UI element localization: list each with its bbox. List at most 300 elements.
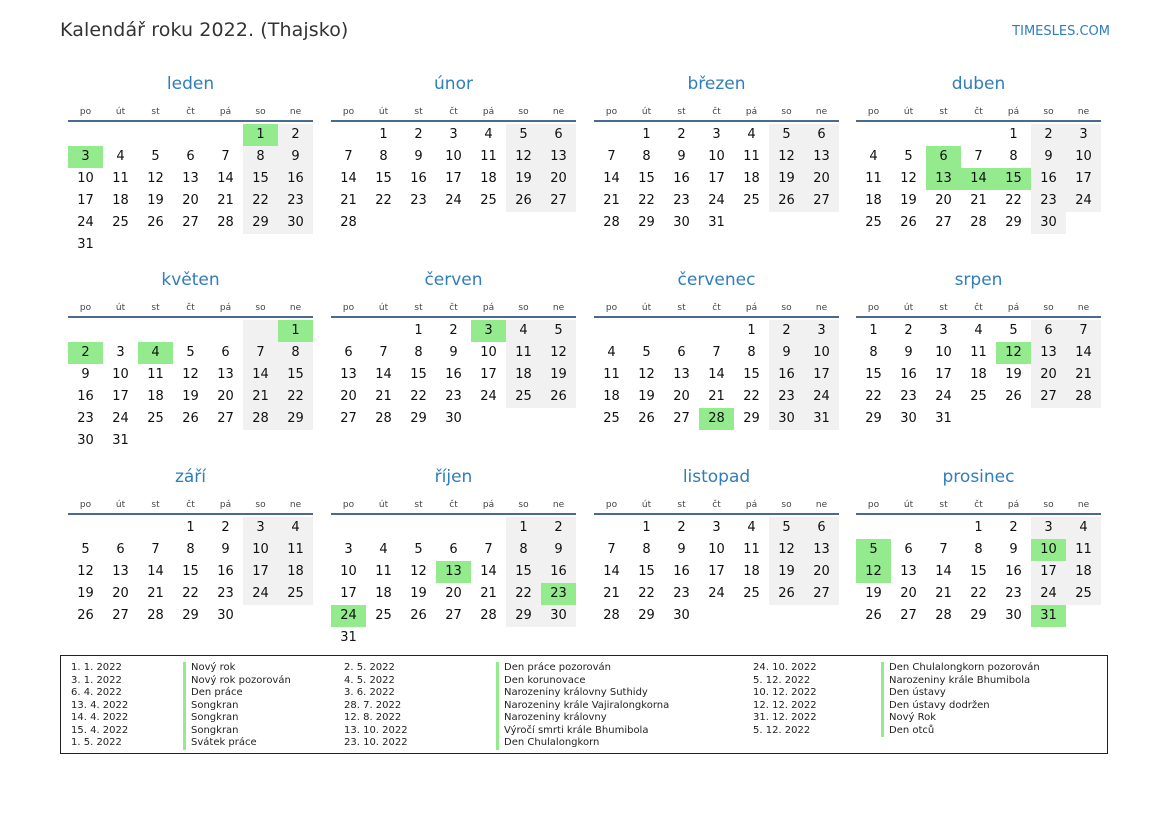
day-cell: 2 <box>449 323 458 338</box>
legend-date: 10. 12. 2022 <box>753 687 817 698</box>
day-cell: 28 <box>147 608 164 623</box>
holiday-day: 5 <box>856 539 891 561</box>
day-cell: 20 <box>182 193 199 208</box>
day-cell: 8 <box>642 149 651 164</box>
day-cell: 12 <box>638 367 655 382</box>
holiday-day: 28 <box>699 408 734 430</box>
day-cell: 8 <box>186 542 195 557</box>
weekday-label: so <box>1043 500 1054 510</box>
empty-cell <box>629 320 664 342</box>
day-cell: 25 <box>1066 583 1101 605</box>
day-cell: 9 <box>449 345 458 360</box>
day-cell: 16 <box>900 367 917 382</box>
day-cell: 17 <box>445 171 462 186</box>
day-cell: 17 <box>243 561 278 583</box>
day-grid <box>594 320 839 430</box>
day-cell: 13 <box>112 564 129 579</box>
legend-date: 24. 10. 2022 <box>753 662 817 673</box>
day-cell: 30 <box>673 215 690 230</box>
weekday-label: so <box>1043 303 1054 313</box>
day-cell: 1 <box>747 323 756 338</box>
weekday-label: po <box>79 500 92 510</box>
day-cell: 9 <box>769 342 804 364</box>
month-srpen <box>856 269 1101 430</box>
day-cell: 26 <box>541 386 576 408</box>
empty-cell <box>173 320 208 342</box>
legend-holiday-name: Nový rok <box>183 662 291 675</box>
day-cell: 23 <box>673 586 690 601</box>
weekday-header <box>856 492 1101 515</box>
day-grid <box>68 517 313 627</box>
day-cell: 30 <box>900 411 917 426</box>
month-prosinec <box>856 466 1101 627</box>
day-cell: 5 <box>1009 323 1018 338</box>
day-cell: 14 <box>375 367 392 382</box>
day-cell: 27 <box>804 583 839 605</box>
weekday-header <box>594 295 839 318</box>
day-cell: 3 <box>712 127 721 142</box>
day-cell: 27 <box>112 608 129 623</box>
holiday-day: 6 <box>926 146 961 168</box>
day-cell: 24 <box>935 389 952 404</box>
weekday-label: so <box>255 107 266 117</box>
day-cell: 25 <box>865 215 882 230</box>
holiday-day: 3 <box>471 320 506 342</box>
weekday-label: út <box>378 303 389 313</box>
legend-holiday-name: Nový rok pozorován <box>183 675 291 688</box>
day-cell: 14 <box>217 171 234 186</box>
day-cell: 17 <box>804 364 839 386</box>
day-cell: 13 <box>1031 342 1066 364</box>
day-cell: 16 <box>445 367 462 382</box>
day-cell: 6 <box>904 542 913 557</box>
day-cell: 12 <box>769 146 804 168</box>
day-cell: 18 <box>278 561 313 583</box>
day-cell: 7 <box>607 542 616 557</box>
weekday-label: po <box>79 303 92 313</box>
weekday-label: út <box>115 303 126 313</box>
day-cell: 15 <box>638 564 655 579</box>
weekday-label: pá <box>482 303 495 313</box>
legend-date: 1. 5. 2022 <box>71 737 122 748</box>
day-cell: 16 <box>217 564 234 579</box>
day-cell: 30 <box>278 212 313 234</box>
day-cell: 26 <box>1005 389 1022 404</box>
day-cell: 1 <box>506 517 541 539</box>
weekday-label: čt <box>974 303 983 313</box>
day-cell: 16 <box>1005 564 1022 579</box>
weekday-label: so <box>781 500 792 510</box>
day-cell: 22 <box>638 193 655 208</box>
month-leden <box>68 73 313 256</box>
weekday-label: pá <box>1007 500 1020 510</box>
legend-holiday-name: Den otců <box>881 725 1040 738</box>
day-cell: 22 <box>865 389 882 404</box>
day-cell: 15 <box>638 171 655 186</box>
weekday-label: pá <box>219 303 232 313</box>
day-cell: 8 <box>1009 149 1018 164</box>
day-cell: 6 <box>116 542 125 557</box>
day-cell: 22 <box>243 190 278 212</box>
empty-cell <box>891 124 926 146</box>
day-cell: 16 <box>769 364 804 386</box>
day-cell: 6 <box>804 124 839 146</box>
day-cell: 20 <box>804 168 839 190</box>
day-cell: 19 <box>769 168 804 190</box>
day-cell: 17 <box>112 389 129 404</box>
weekday-label: po <box>605 107 618 117</box>
day-cell: 21 <box>708 389 725 404</box>
day-cell: 5 <box>642 345 651 360</box>
day-grid <box>68 124 313 256</box>
day-cell: 15 <box>410 367 427 382</box>
weekday-label: so <box>518 303 529 313</box>
holiday-day: 13 <box>436 561 471 583</box>
weekday-label: út <box>115 107 126 117</box>
day-cell: 20 <box>541 168 576 190</box>
weekday-header <box>331 99 576 122</box>
day-cell: 8 <box>747 345 756 360</box>
day-cell: 19 <box>900 193 917 208</box>
day-grid <box>68 320 313 452</box>
day-cell: 26 <box>769 190 804 212</box>
day-cell: 1 <box>974 520 983 535</box>
day-cell: 17 <box>1031 561 1066 583</box>
month-name: leden <box>166 74 215 94</box>
day-cell: 31 <box>340 630 357 645</box>
day-cell: 21 <box>340 193 357 208</box>
day-cell: 16 <box>410 171 427 186</box>
day-cell: 30 <box>1031 212 1066 234</box>
day-cell: 28 <box>935 608 952 623</box>
day-cell: 6 <box>186 149 195 164</box>
legend-date: 6. 4. 2022 <box>71 687 122 698</box>
month-listopad <box>594 466 839 627</box>
day-cell: 4 <box>116 149 125 164</box>
empty-cell <box>699 320 734 342</box>
day-cell: 27 <box>900 608 917 623</box>
day-cell: 29 <box>506 605 541 627</box>
legend-holiday-name: Narozeniny královny Suthidy <box>496 687 669 700</box>
day-cell: 27 <box>804 190 839 212</box>
day-cell: 13 <box>182 171 199 186</box>
day-cell: 9 <box>414 149 423 164</box>
weekday-header <box>68 492 313 515</box>
weekday-label: po <box>342 107 355 117</box>
day-cell: 31 <box>112 433 129 448</box>
day-cell: 21 <box>603 586 620 601</box>
day-cell: 21 <box>217 193 234 208</box>
day-cell: 30 <box>673 608 690 623</box>
day-cell: 19 <box>541 364 576 386</box>
day-cell: 13 <box>804 146 839 168</box>
legend-date: 14. 4. 2022 <box>71 712 129 723</box>
day-cell: 9 <box>677 542 686 557</box>
day-cell: 4 <box>607 345 616 360</box>
day-cell: 20 <box>112 586 129 601</box>
day-cell: 19 <box>769 561 804 583</box>
day-cell: 19 <box>506 168 541 190</box>
legend-holiday-name: Den Chulalongkorn pozorován <box>881 662 1040 675</box>
day-cell: 10 <box>708 542 725 557</box>
month-name: srpen <box>954 270 1003 290</box>
day-cell: 26 <box>506 190 541 212</box>
day-cell: 13 <box>673 367 690 382</box>
day-cell: 10 <box>708 149 725 164</box>
day-cell: 7 <box>344 149 353 164</box>
day-cell: 24 <box>77 215 94 230</box>
legend-date: 5. 12. 2022 <box>753 724 811 736</box>
empty-cell <box>103 320 138 342</box>
day-cell: 26 <box>865 608 882 623</box>
empty-cell <box>926 517 961 539</box>
weekday-label: čt <box>712 107 721 117</box>
site-link[interactable]: TIMESLES.COM <box>1012 24 1110 39</box>
legend-holiday-name: Narozeniny krále Bhumibola <box>881 675 1040 688</box>
day-cell: 16 <box>673 564 690 579</box>
day-cell: 12 <box>506 146 541 168</box>
weekday-header <box>68 295 313 318</box>
day-cell: 22 <box>375 193 392 208</box>
weekday-label: so <box>518 500 529 510</box>
weekday-label: so <box>518 107 529 117</box>
day-cell: 21 <box>147 586 164 601</box>
month-name: červen <box>424 270 483 290</box>
weekday-label: ne <box>552 107 565 117</box>
day-cell: 7 <box>221 149 230 164</box>
day-cell: 18 <box>112 193 129 208</box>
day-cell: 13 <box>900 564 917 579</box>
day-cell: 14 <box>708 367 725 382</box>
weekday-label: čt <box>186 303 195 313</box>
day-cell: 3 <box>1031 517 1066 539</box>
day-cell: 12 <box>410 564 427 579</box>
day-cell: 25 <box>743 586 760 601</box>
day-cell: 28 <box>603 608 620 623</box>
day-cell: 23 <box>900 389 917 404</box>
day-cell: 30 <box>541 605 576 627</box>
day-cell: 14 <box>243 364 278 386</box>
empty-cell <box>331 124 366 146</box>
day-cell: 11 <box>865 171 882 186</box>
weekday-label: út <box>903 500 914 510</box>
day-cell: 10 <box>77 171 94 186</box>
day-cell: 22 <box>638 586 655 601</box>
day-cell: 2 <box>677 127 686 142</box>
day-cell: 14 <box>147 564 164 579</box>
day-cell: 23 <box>1005 586 1022 601</box>
weekday-label: po <box>867 303 880 313</box>
weekday-label: čt <box>186 107 195 117</box>
day-cell: 23 <box>278 190 313 212</box>
day-cell: 18 <box>743 171 760 186</box>
weekday-label: po <box>79 107 92 117</box>
weekday-header <box>594 492 839 515</box>
month-únor <box>331 73 576 234</box>
empty-cell <box>594 517 629 539</box>
day-cell: 29 <box>243 212 278 234</box>
day-cell: 3 <box>449 127 458 142</box>
legend-holiday-name: Songkran <box>183 712 291 725</box>
holiday-day: 4 <box>138 342 173 364</box>
day-cell: 26 <box>182 411 199 426</box>
day-cell: 19 <box>182 389 199 404</box>
empty-cell <box>68 124 103 146</box>
day-cell: 23 <box>77 411 94 426</box>
holiday-day: 1 <box>243 124 278 146</box>
day-cell: 4 <box>869 149 878 164</box>
day-cell: 5 <box>541 320 576 342</box>
day-cell: 10 <box>445 149 462 164</box>
legend-date: 3. 6. 2022 <box>344 687 395 698</box>
day-cell: 16 <box>673 171 690 186</box>
legend-date: 3. 1. 2022 <box>71 674 122 686</box>
day-cell: 4 <box>484 127 493 142</box>
empty-cell <box>138 517 173 539</box>
day-cell: 24 <box>708 193 725 208</box>
day-cell: 30 <box>769 408 804 430</box>
day-cell: 27 <box>935 215 952 230</box>
day-cell: 17 <box>935 367 952 382</box>
day-cell: 17 <box>1066 168 1101 190</box>
legend-date: 28. 7. 2022 <box>344 699 402 711</box>
weekday-label: ne <box>815 107 828 117</box>
holiday-day: 1 <box>278 320 313 342</box>
day-cell: 14 <box>603 564 620 579</box>
day-cell: 16 <box>541 561 576 583</box>
weekday-label: ne <box>552 303 565 313</box>
day-cell: 26 <box>77 608 94 623</box>
empty-cell <box>664 320 699 342</box>
day-cell: 29 <box>182 608 199 623</box>
day-cell: 2 <box>414 127 423 142</box>
empty-cell <box>331 320 366 342</box>
empty-cell <box>471 517 506 539</box>
legend-date: 4. 5. 2022 <box>344 674 395 686</box>
day-cell: 31 <box>804 408 839 430</box>
legend-holiday-name: Den Chulalongkorn <box>496 737 669 750</box>
weekday-label: st <box>414 107 423 117</box>
day-cell: 28 <box>375 411 392 426</box>
day-cell: 3 <box>344 542 353 557</box>
weekday-label: pá <box>219 500 232 510</box>
day-cell: 16 <box>1031 168 1066 190</box>
day-cell: 7 <box>484 542 493 557</box>
holiday-day: 3 <box>68 146 103 168</box>
weekday-label: pá <box>745 107 758 117</box>
day-cell: 10 <box>480 345 497 360</box>
day-cell: 17 <box>480 367 497 382</box>
day-cell: 18 <box>375 586 392 601</box>
day-cell: 1 <box>642 520 651 535</box>
day-cell: 19 <box>147 193 164 208</box>
weekday-label: ne <box>1077 107 1090 117</box>
day-cell: 6 <box>221 345 230 360</box>
day-cell: 4 <box>278 517 313 539</box>
weekday-label: út <box>903 107 914 117</box>
month-name: září <box>174 467 207 487</box>
day-cell: 22 <box>410 389 427 404</box>
legend-date: 13. 4. 2022 <box>71 699 129 711</box>
day-cell: 27 <box>673 411 690 426</box>
day-cell: 19 <box>638 389 655 404</box>
legend-holiday-name: Songkran <box>183 700 291 713</box>
weekday-label: st <box>414 500 423 510</box>
day-cell: 15 <box>506 561 541 583</box>
day-cell: 4 <box>506 320 541 342</box>
weekday-label: st <box>151 107 160 117</box>
day-cell: 10 <box>1066 146 1101 168</box>
month-name: červenec <box>677 270 756 290</box>
legend-holiday-name: Den korunovace <box>496 675 669 688</box>
empty-cell <box>68 517 103 539</box>
day-cell: 7 <box>607 149 616 164</box>
legend-date: 5. 12. 2022 <box>753 674 811 686</box>
day-cell: 5 <box>506 124 541 146</box>
weekday-label: čt <box>712 500 721 510</box>
weekday-label: pá <box>745 303 758 313</box>
month-duben <box>856 73 1101 234</box>
day-cell: 5 <box>769 517 804 539</box>
day-cell: 29 <box>410 411 427 426</box>
day-grid <box>856 320 1101 430</box>
day-cell: 15 <box>278 364 313 386</box>
day-cell: 21 <box>935 586 952 601</box>
weekday-label: po <box>342 500 355 510</box>
weekday-label: út <box>641 107 652 117</box>
day-cell: 6 <box>541 124 576 146</box>
legend-dates-column <box>753 662 817 737</box>
legend-holiday-name: Den práce pozorován <box>496 662 669 675</box>
day-cell: 11 <box>375 564 392 579</box>
day-cell: 6 <box>677 345 686 360</box>
empty-cell <box>173 124 208 146</box>
day-cell: 14 <box>935 564 952 579</box>
day-cell: 12 <box>769 539 804 561</box>
day-cell: 25 <box>278 583 313 605</box>
day-cell: 11 <box>506 342 541 364</box>
day-cell: 11 <box>278 539 313 561</box>
day-cell: 17 <box>340 586 357 601</box>
weekday-label: út <box>378 500 389 510</box>
day-cell: 2 <box>541 517 576 539</box>
empty-cell <box>366 517 401 539</box>
holiday-day: 23 <box>541 583 576 605</box>
day-cell: 11 <box>112 171 129 186</box>
day-cell: 20 <box>1031 364 1066 386</box>
day-cell: 8 <box>414 345 423 360</box>
legend-dates-column <box>344 662 408 750</box>
weekday-label: pá <box>1007 303 1020 313</box>
weekday-label: út <box>641 303 652 313</box>
month-červen <box>331 269 576 430</box>
day-cell: 24 <box>480 389 497 404</box>
day-cell: 12 <box>900 171 917 186</box>
day-cell: 20 <box>217 389 234 404</box>
day-cell: 20 <box>673 389 690 404</box>
legend-holiday-name: Songkran <box>183 725 291 738</box>
day-cell: 31 <box>708 215 725 230</box>
weekday-label: st <box>939 107 948 117</box>
legend-holiday-name: Výročí smrti krále Bhumibola <box>496 725 669 738</box>
legend-holiday-name: Den ústavy dodržen <box>881 700 1040 713</box>
legend-holiday-name: Narozeniny královny <box>496 712 669 725</box>
legend-date: 1. 1. 2022 <box>71 662 122 673</box>
weekday-label: po <box>605 500 618 510</box>
empty-cell <box>243 320 278 342</box>
day-cell: 18 <box>480 171 497 186</box>
weekday-label: ne <box>1077 303 1090 313</box>
